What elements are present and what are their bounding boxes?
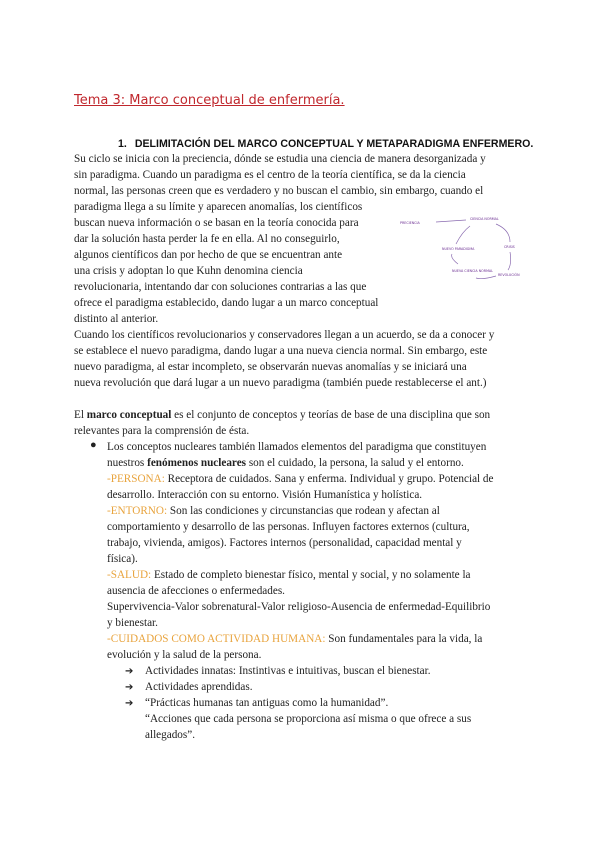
paragraph-line: ofrece el paradigma establecido, dando lugar a un marco conceptual — [74, 297, 379, 309]
bullet-line: Los conceptos nucleares también llamados elementos del paradigma que constituyen — [107, 441, 487, 453]
fenomenos-bold: fenómenos nucleares — [147, 457, 247, 469]
paragraph-line: buscan nueva información o se basan en la teoría conocida para — [74, 217, 359, 229]
paragraph-line: paradigma llega a su límite y aparecen anomalías, los científicos — [74, 201, 363, 213]
label-revolucion: REVOLUCIÓN — [498, 273, 520, 277]
entorno-line2: comportamiento y desarrollo de las personas. Influyen factores externos (cultura, — [107, 521, 470, 533]
salud-line: -SALUD: Estado de completo bienestar físico, mental y social, y no solamente la — [107, 569, 471, 581]
section-heading — [118, 138, 533, 150]
paragraph-line: algunos científicos dan por hecho de que se encuentran ante — [74, 249, 343, 261]
cuidados-line: -CUIDADOS COMO ACTIVIDAD HUMANA: Son fundamentales para la vida, la — [107, 633, 483, 645]
paragraph-line: Cuando los científicos revolucionarios y conservadores llegan a un acuerdo, se da a conocer y — [74, 329, 495, 341]
entorno-line: -ENTORNO: Son las condiciones y circunstancias que rodean y afectan al — [107, 505, 440, 517]
intro-bold: marco conceptual — [86, 409, 172, 421]
paragraph-line: nuevo paradigma, al estar incompleto, se observarán nuevas anomalías y se iniciará una — [74, 361, 467, 373]
marco-intro-line — [74, 407, 490, 423]
arrow-right-icon: ➔ — [125, 666, 134, 677]
persona-label: -PERSONA: — [107, 473, 165, 485]
paragraph-line: se establece el nuevo paradigma, dando lugar a una nueva ciencia normal. Sin embargo, este — [74, 345, 488, 357]
paragraph-line: dar la solución hasta perder la fe en ella. Al no conseguirlo, — [74, 233, 340, 245]
salud-line4: y bienestar. — [107, 617, 158, 629]
cycle-diagram-svg — [398, 210, 532, 306]
paragraph-line: Su ciclo se inicia con la preciencia, dónde se estudia una ciencia de manera desorganizada y — [74, 153, 486, 165]
section-heading-text: DELIMITACIÓN DEL MARCO CONCEPTUAL Y METAPARADIGMA ENFERMERO. — [134, 138, 534, 150]
paragraph-line: sin paradigma. Cuando un paradigma es el centro de la teoría científica, se da la ciencia — [74, 169, 466, 181]
arrow-6 — [456, 226, 470, 244]
label-crisis: CRISIS — [504, 245, 515, 249]
arrow-3 — [508, 252, 511, 270]
arrow-right-icon: ➔ — [125, 682, 134, 693]
cuidados-label: -CUIDADOS COMO ACTIVIDAD HUMANA: — [107, 633, 326, 645]
section-number: 1. — [118, 138, 127, 150]
salud-line3: Supervivencia-Valor sobrenatural-Valor religioso-Ausencia de enfermedad-Equilibrio — [107, 601, 491, 613]
paradigm-cycle-diagram — [398, 210, 532, 306]
intro-post: es el conjunto de conceptos y teorías de base de una disciplina que son — [171, 409, 491, 421]
bullet-line: nuestros fenómenos nucleares son el cuidado, la persona, la salud y el entorno. — [107, 457, 464, 469]
arrow-4 — [476, 276, 496, 279]
arrow-1 — [436, 220, 466, 222]
arrow-list-item: ➔ Actividades aprendidas. — [125, 679, 253, 696]
persona-line2: desarrollo. Interacción con su entorno. Visión Humanística y holística. — [107, 489, 423, 501]
cuidados-line2: evolución y la salud de la persona. — [107, 649, 262, 661]
paragraph-line: distinto al anterior. — [74, 313, 159, 325]
bullet-icon: ● — [90, 439, 97, 451]
entorno-line4: física). — [107, 553, 138, 565]
paragraph-line: nueva revolución que dará lugar a un nuevo paradigma (también puede restablecerse el ant.) — [74, 377, 487, 389]
persona-line: -PERSONA: Receptora de cuidados. Sana y enferma. Individual y grupo. Potencial de — [107, 473, 494, 485]
arrow-5 — [452, 254, 458, 264]
label-ciencia-normal-1: CIENCIA NORMAL — [470, 217, 499, 221]
salud-label: -SALUD: — [107, 569, 152, 581]
label-preciencia: PRECIENCIA — [400, 221, 420, 225]
paragraph-line: normal, las personas creen que es verdadero y no buscan el cambio, sin embargo, cuando el — [74, 185, 484, 197]
entorno-label: -ENTORNO: — [107, 505, 168, 517]
page-title: Tema 3: Marco conceptual de enfermería. — [74, 93, 345, 108]
marco-intro-line2: relevantes para la comprensión de ésta. — [74, 425, 250, 437]
arrow-list-item: ➔ Actividades innatas: Instintivas e intuitivas, buscan el bienestar. — [125, 663, 431, 680]
arrow-2 — [496, 224, 510, 242]
quote-line1: “Acciones que cada persona se proporciona así misma o que ofrece a sus — [145, 713, 472, 725]
arrow-list-item: ➔ “Prácticas humanas tan antiguas como la humanidad”. — [125, 695, 388, 712]
entorno-line3: trabajo, vivienda, amigos). Factores internos (personalidad, capacidad mental y — [107, 537, 462, 549]
paragraph-line: revolucionaria, intentando dar con soluciones contrarias a las que — [74, 281, 367, 293]
arrow-right-icon: ➔ — [125, 698, 134, 709]
label-nuevo-paradigma: NUEVO PARADIGMA — [442, 247, 475, 251]
salud-line2: ausencia de afecciones o enfermedades. — [107, 585, 285, 597]
paragraph-line: una crisis y adoptan lo que Kuhn denomina ciencia — [74, 265, 303, 277]
label-nueva-ciencia: NUEVA CIENCIA NORMAL — [452, 269, 493, 273]
quote-line2: allegados”. — [145, 729, 196, 741]
intro-pre: El — [74, 409, 87, 421]
